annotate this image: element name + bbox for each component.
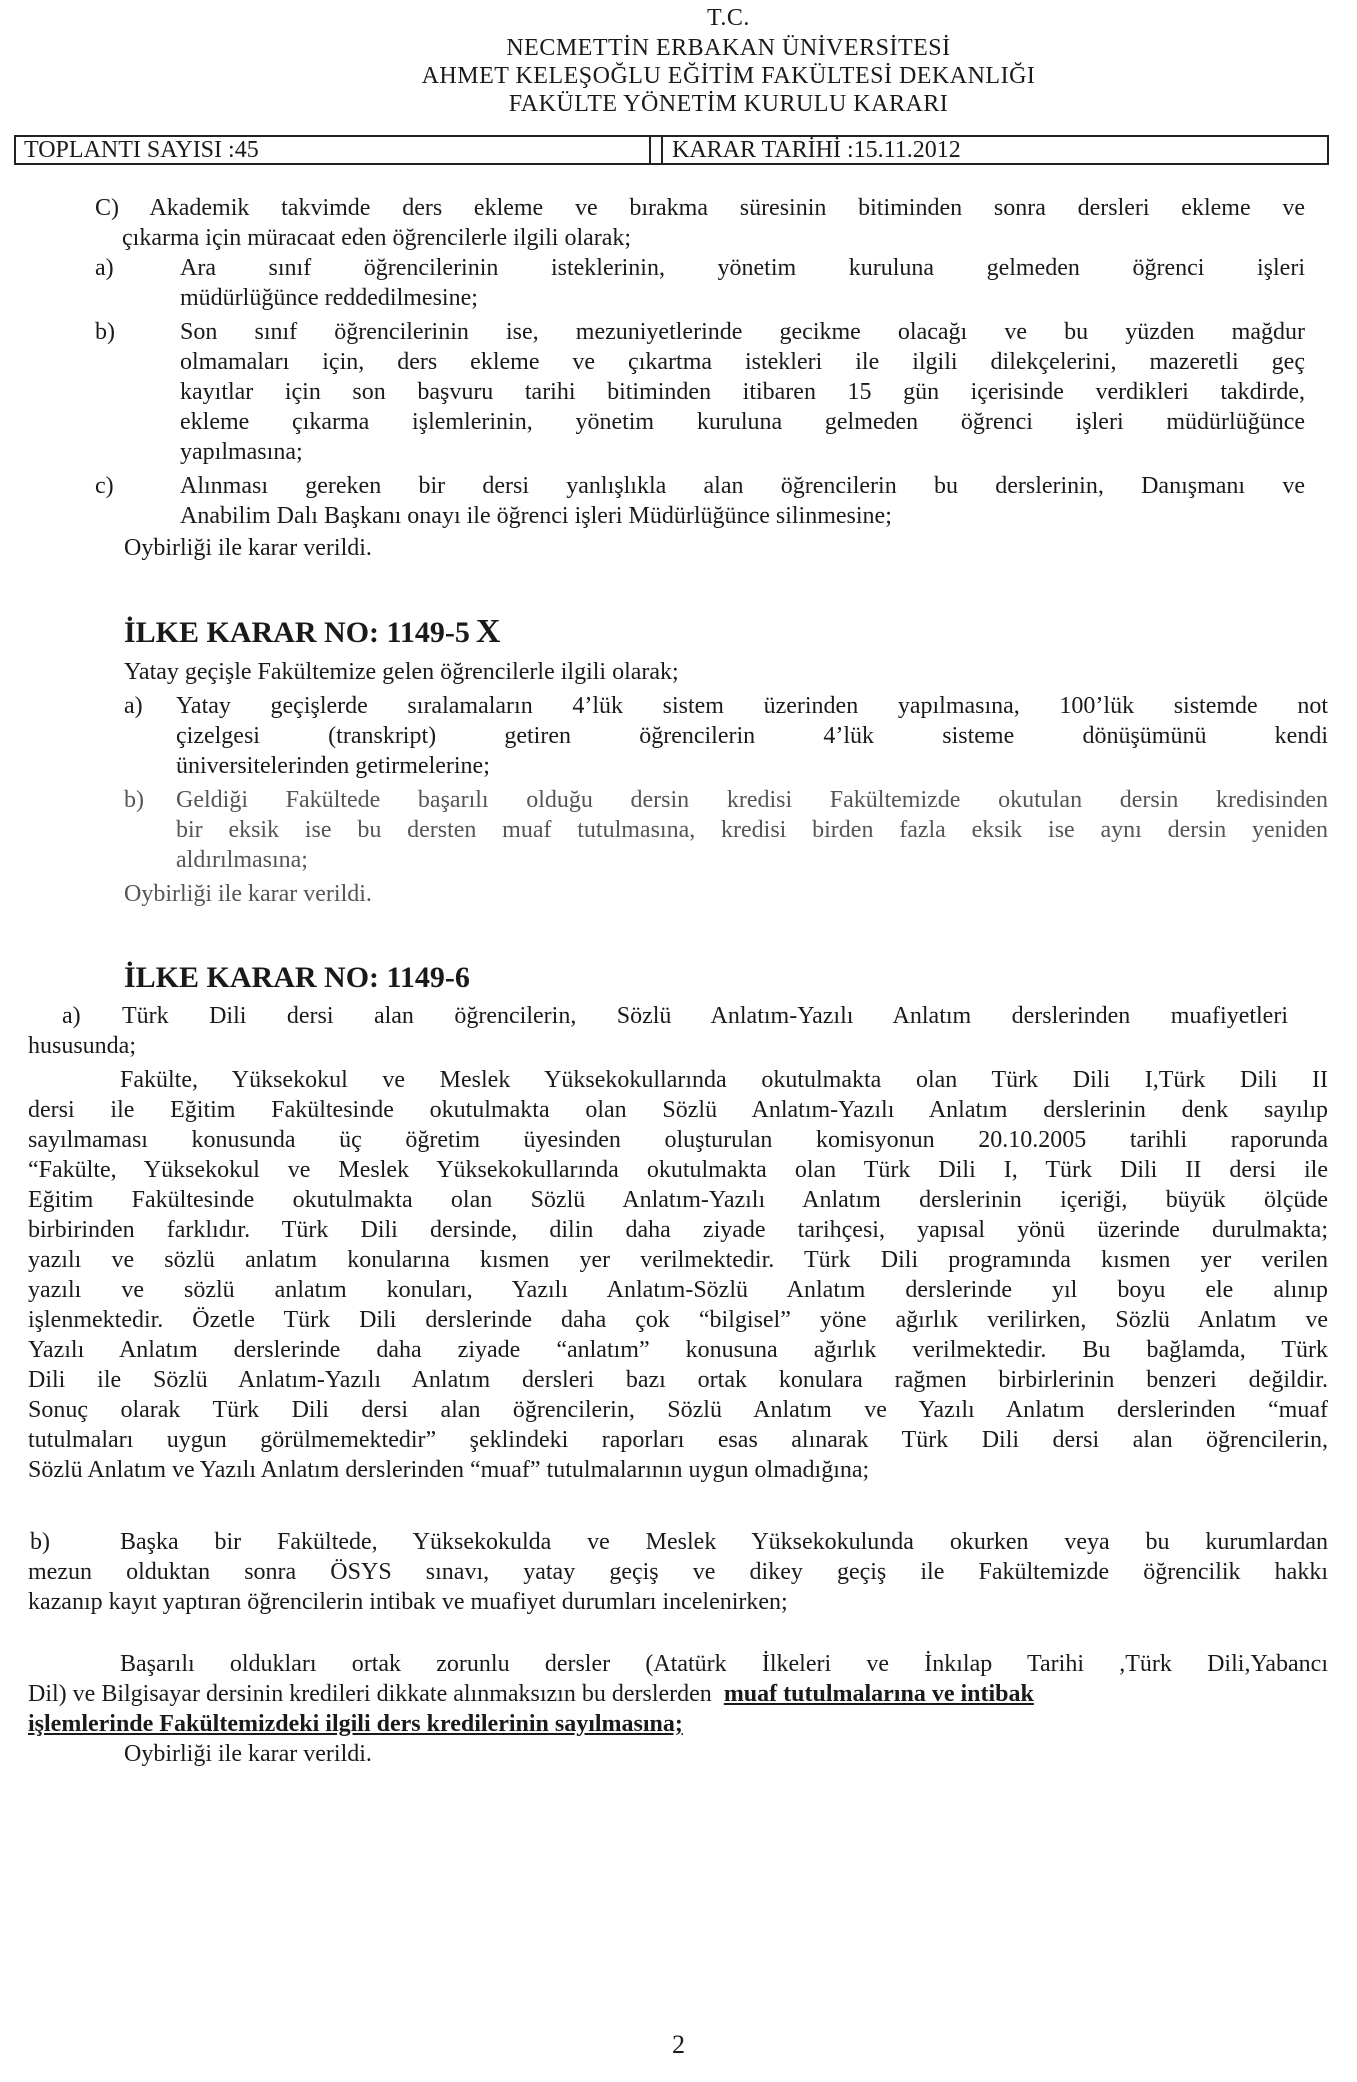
karar5-item-b: aldırılmasına; [176, 847, 308, 873]
karar6-paragraph: Sonuç olarak Türk Dili dersi alan öğrencilerin, Sözlü Anlatım ve Yazılı Anlatım derslerinden “muaf [28, 1397, 1328, 1423]
karar6-paragraph: Sözlü Anlatım ve Yazılı Anlatım derslerinden “muaf” tutulmalarının uygun olmadığına; [28, 1457, 870, 1483]
karar6-paragraph: Yazılı Anlatım derslerinde daha ziyade “anlatım” konusuna ağırlık verilmektedir. Bu bağlamda, Türk [28, 1337, 1328, 1363]
karar6-paragraph: sayılmaması konusunda üç öğretim üyesinden oluşturulan komisyonun 20.10.2005 tarihli raporunda [28, 1127, 1328, 1153]
karar6-item-c-line [28, 1680, 1034, 1708]
decision-title: İLKE KARAR NO: 1149-6 [124, 961, 470, 994]
section-c-intro: çıkarma için müracaat eden öğrencilerle ilgili olarak; [122, 225, 632, 251]
karar6-paragraph: yazılı ve sözlü anlatım konularına kısmen yer verilmektedir. Türk Dili programında kısmen yer verilen [28, 1247, 1328, 1273]
item-marker: a) [62, 1003, 81, 1029]
karar5-item-a: Yatay geçişlerde sıralamaların 4’lük sistem üzerinden yapılmasına, 100’lük sistemde not [176, 693, 1328, 719]
karar6-paragraph: Fakülte, Yüksekokul ve Meslek Yüksekokullarında okutulmakta olan Türk Dili I,Türk Dili II [120, 1067, 1328, 1093]
item-marker: b) [30, 1529, 50, 1555]
section-c-item-b: olmamaları için, ders ekleme ve çıkartma istekleri ile ilgili dilekçelerini, mazeretli geç [180, 349, 1305, 375]
karar6-paragraph: Dili ile Sözlü Anlatım-Yazılı Anlatım dersleri bazı ortak konulara rağmen birbirlerinin benzeri değildir. [28, 1367, 1328, 1393]
item-marker: a) [95, 255, 114, 281]
handwritten-x-mark: X [475, 613, 501, 650]
item-marker: b) [124, 787, 144, 813]
header-faculty: AHMET KELEŞOĞLU EĞİTİM FAKÜLTESİ DEKANLIĞI [421, 63, 1036, 89]
karar6-item-b: kazanıp kayıt yaptıran öğrencilerin intibak ve muafiyet durumları incelenirken; [28, 1589, 788, 1615]
divider [649, 137, 651, 163]
header-board: FAKÜLTE YÖNETİM KURULU KARARI [508, 91, 949, 117]
item-marker: c) [95, 473, 114, 499]
meeting-info-bar [14, 135, 1329, 165]
decision-intro: Yatay geçişle Fakültemize gelen öğrencilerle ilgili olarak; [124, 659, 679, 685]
karar6-paragraph: dersi ile Eğitim Fakültesinde okutulmakta olan Sözlü Anlatım-Yazılı Anlatım derslerinin denk sayılıp [28, 1097, 1328, 1123]
karar6-item-b: Başka bir Fakültede, Yüksekokulda ve Meslek Yüksekokulunda okurken veya bu kurumlardan [120, 1529, 1328, 1555]
karar6-item-c-emphasis: işlemlerinde Fakültemizdeki ilgili ders kredilerinin sayılmasına; [28, 1711, 683, 1737]
karar5-item-b: bir eksik ise bu dersten muaf tutulmasına, kredisi birden fazla eksik ise aynı dersin yeniden [176, 817, 1328, 843]
decision-date: KARAR TARİHİ :15.11.2012 [672, 137, 961, 163]
karar6-item-a-heading: Türk Dili dersi alan öğrencilerin, Sözlü Anlatım-Yazılı Anlatım derslerinden muafiyetleri [122, 1003, 1288, 1029]
divider [661, 137, 663, 163]
karar6-paragraph: Eğitim Fakültesinde okutulmakta olan Sözlü Anlatım-Yazılı Anlatım derslerinin içeriği, büyük ölçüde [28, 1187, 1328, 1213]
page-number: 2 [672, 2030, 685, 2059]
karar5-item-b: Geldiği Fakültede başarılı olduğu dersin kredisi Fakültemizde okutulan dersin kredisinden [176, 787, 1328, 813]
karar6-item-b: mezun olduktan sonra ÖSYS sınavı, yatay geçiş ve dikey geçiş ile Fakültemizde öğrencilik hakkı [28, 1559, 1328, 1585]
karar5-item-a: çizelgesi (transkript) getiren öğrencilerin 4’lük sisteme dönüşümünü kendi [176, 723, 1328, 749]
item-marker: a) [124, 693, 143, 719]
decision-result: Oybirliği ile karar verildi. [124, 1741, 372, 1767]
karar6-item-c: Başarılı oldukları ortak zorunlu dersler (Atatürk İlkeleri ve İnkılap Tarihi ,Türk Dili,Yabancı [120, 1651, 1328, 1677]
decision-title-text: İLKE KARAR NO: 1149-5 [124, 616, 470, 649]
decision-result: Oybirliği ile karar verildi. [124, 881, 372, 907]
decision-result: Oybirliği ile karar verildi. [124, 535, 372, 561]
section-c-item-c: Anabilim Dalı Başkanı onayı ile öğrenci işleri Müdürlüğünce silinmesine; [180, 503, 892, 529]
section-c-item-b: Son sınıf öğrencilerinin ise, mezuniyetlerinde gecikme olacağı ve bu yüzden mağdur [180, 319, 1305, 345]
karar5-item-a: üniversitelerinden getirmelerine; [176, 753, 490, 779]
section-c-intro: C) Akademik takvimde ders ekleme ve bırakma süresinin bitiminden sonra dersleri ekleme ve [95, 195, 1305, 221]
section-c-item-c: Alınması gereken bir dersi yanlışlıkla alan öğrencilerin bu derslerinin, Danışmanı ve [180, 473, 1305, 499]
karar6-paragraph: tutulmaları uygun görülmemektedir” şeklindeki raporları esas alınarak Türk Dili dersi alan öğrencilerin, [28, 1427, 1328, 1453]
meeting-number: TOPLANTI SAYISI :45 [24, 137, 259, 163]
section-c-item-a: müdürlüğünce reddedilmesine; [180, 285, 478, 311]
decision-title [124, 613, 501, 650]
karar6-item-c-emphasis: muaf tutulmalarına ve intibak [723, 1681, 1034, 1707]
header-tc: T.C. [707, 5, 750, 31]
header-university: NECMETTİN ERBAKAN ÜNİVERSİTESİ [506, 35, 951, 61]
karar6-paragraph: “Fakülte, Yüksekokul ve Meslek Yüksekokullarında okutulmakta olan Türk Dili I, Türk Dili II dersi ile [28, 1157, 1328, 1183]
karar6-paragraph: yazılı ve sözlü anlatım konuları, Yazılı Anlatım-Sözlü Anlatım derslerinde yıl boyu ele alınıp [28, 1277, 1328, 1303]
karar6-paragraph: işlenmektedir. Özetle Türk Dili derslerinde daha çok “bilgisel” yöne ağırlık verilirken, Sözlü Anlatım ve [28, 1307, 1328, 1333]
item-marker: b) [95, 319, 115, 345]
karar6-item-c-text: Dil) ve Bilgisayar dersinin kredileri dikkate alınmaksızın bu derslerden [28, 1681, 712, 1707]
section-c-item-b: ekleme çıkarma işlemlerinin, yönetim kuruluna gelmeden öğrenci işleri müdürlüğünce [180, 409, 1305, 435]
karar6-paragraph: birbirinden farklıdır. Türk Dili dersinde, dilin daha ziyade tarihçesi, yapısal yönü üzerinde durulmakta; [28, 1217, 1328, 1243]
section-c-item-b: kayıtlar için son başvuru tarihi bitiminden itibaren 15 gün içerisinde verdikleri takdirde, [180, 379, 1305, 405]
section-c-item-b: yapılmasına; [180, 439, 303, 465]
karar6-item-a-heading: hususunda; [28, 1033, 136, 1059]
section-c-item-a: Ara sınıf öğrencilerinin isteklerinin, yönetim kuruluna gelmeden öğrenci işleri [180, 255, 1305, 281]
